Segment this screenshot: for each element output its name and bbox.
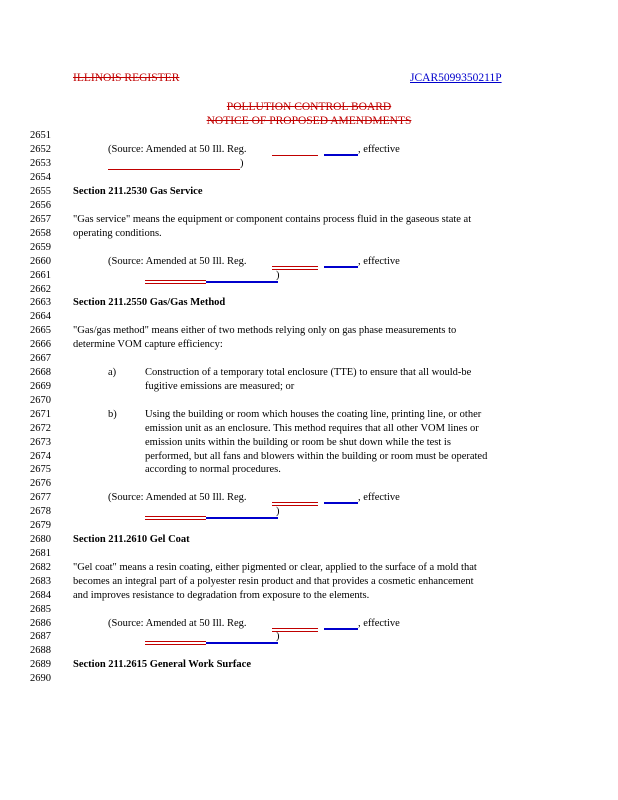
list-item-text: according to normal procedures. [145, 464, 281, 475]
source-note-prefix: (Source: Amended at 50 Ill. Reg. [108, 144, 247, 155]
document-id-link[interactable]: JCAR5099350211P [410, 72, 502, 84]
source-note-effective: , effective [358, 492, 400, 503]
line-number: 2668 [30, 367, 51, 378]
line-number: 2655 [30, 186, 51, 197]
line-number: 2651 [30, 130, 51, 141]
source-note-prefix: (Source: Amended at 50 Ill. Reg. [108, 618, 247, 629]
line-number: 2679 [30, 520, 51, 531]
line-number: 2684 [30, 590, 51, 601]
line-number: 2666 [30, 339, 51, 350]
section-heading: Section 211.2530 Gas Service [73, 186, 203, 197]
line-number: 2654 [30, 172, 51, 183]
line-number: 2673 [30, 437, 51, 448]
list-item-label: b) [108, 409, 117, 420]
notice-title: NOTICE OF PROPOSED AMENDMENTS [206, 115, 412, 127]
inserted-blank-line [324, 502, 358, 504]
line-number: 2687 [30, 631, 51, 642]
source-note-prefix: (Source: Amended at 50 Ill. Reg. [108, 492, 247, 503]
line-number: 2663 [30, 297, 51, 308]
line-number: 2659 [30, 242, 51, 253]
line-number: 2672 [30, 423, 51, 434]
list-item-text: fugitive emissions are measured; or [145, 381, 295, 392]
inserted-blank-line [206, 517, 278, 519]
deleted-blank-line [145, 516, 206, 520]
line-number: 2683 [30, 576, 51, 587]
line-number: 2662 [30, 284, 51, 295]
line-number: 2675 [30, 464, 51, 475]
line-number: 2680 [30, 534, 51, 545]
source-note-effective: , effective [358, 144, 400, 155]
definition-text: "Gas/gas method" means either of two methods relying only on gas phase measurements to [73, 325, 457, 336]
source-note-close: ) [276, 270, 280, 281]
list-item-text: performed, but all fans and blowers within the building or room must be operated [145, 451, 488, 462]
definition-text: and improves resistance to degradation from exposure to the elements. [73, 590, 370, 601]
line-number: 2669 [30, 381, 51, 392]
line-number: 2671 [30, 409, 51, 420]
source-note-close: ) [240, 158, 244, 169]
source-note-close: ) [276, 506, 280, 517]
list-item-text: emission units within the building or room be shut down while the test is [145, 437, 451, 448]
board-title: POLLUTION CONTROL BOARD [226, 101, 392, 113]
line-number: 2674 [30, 451, 51, 462]
line-number: 2681 [30, 548, 51, 559]
line-number: 2670 [30, 395, 51, 406]
definition-text: "Gel coat" means a resin coating, either pigmented or clear, applied to the surface of a mold that [73, 562, 477, 573]
section-heading: Section 211.2550 Gas/Gas Method [73, 297, 226, 308]
list-item-text: Construction of a temporary total enclosure (TTE) to ensure that all would-be [145, 367, 472, 378]
inserted-blank-line [206, 281, 278, 283]
list-item-label: a) [108, 367, 117, 378]
line-number: 2682 [30, 562, 51, 573]
line-number: 2676 [30, 478, 51, 489]
line-number: 2657 [30, 214, 51, 225]
line-number: 2656 [30, 200, 51, 211]
deleted-blank-line [145, 280, 206, 284]
list-item-text: emission unit as an enclosure. This method requires that all other VOM lines or [145, 423, 479, 434]
source-note-effective: , effective [358, 256, 400, 267]
line-number: 2678 [30, 506, 51, 517]
line-number: 2690 [30, 673, 51, 684]
deleted-blank-line [272, 155, 318, 156]
line-number: 2689 [30, 659, 51, 670]
list-item-text: Using the building or room which houses the coating line, printing line, or other [145, 409, 482, 420]
source-note-effective: , effective [358, 618, 400, 629]
line-number: 2660 [30, 256, 51, 267]
line-number: 2677 [30, 492, 51, 503]
line-number: 2665 [30, 325, 51, 336]
source-note-prefix: (Source: Amended at 50 Ill. Reg. [108, 256, 247, 267]
source-note-close: ) [276, 631, 280, 642]
line-number: 2664 [30, 311, 51, 322]
definition-text: becomes an integral part of a polyester resin product and that provides a cosmetic enhancement [73, 576, 474, 587]
definition-text: operating conditions. [73, 228, 162, 239]
line-number: 2658 [30, 228, 51, 239]
deleted-blank-line [108, 169, 240, 170]
line-number: 2688 [30, 645, 51, 656]
deleted-blank-line [145, 641, 206, 645]
line-number: 2685 [30, 604, 51, 615]
inserted-blank-line [206, 642, 278, 644]
line-number: 2667 [30, 353, 51, 364]
line-number: 2652 [30, 144, 51, 155]
line-number: 2686 [30, 618, 51, 629]
line-number: 2653 [30, 158, 51, 169]
section-heading: Section 211.2615 General Work Surface [73, 659, 252, 670]
section-heading: Section 211.2610 Gel Coat [73, 534, 190, 545]
inserted-blank-line [324, 266, 358, 268]
definition-text: determine VOM capture efficiency: [73, 339, 223, 350]
line-number: 2661 [30, 270, 51, 281]
register-title: ILLINOIS REGISTER [73, 72, 180, 84]
inserted-blank-line [324, 628, 358, 630]
definition-text: "Gas service" means the equipment or component contains process fluid in the gaseous state at [73, 214, 472, 225]
inserted-blank-line [324, 154, 358, 156]
